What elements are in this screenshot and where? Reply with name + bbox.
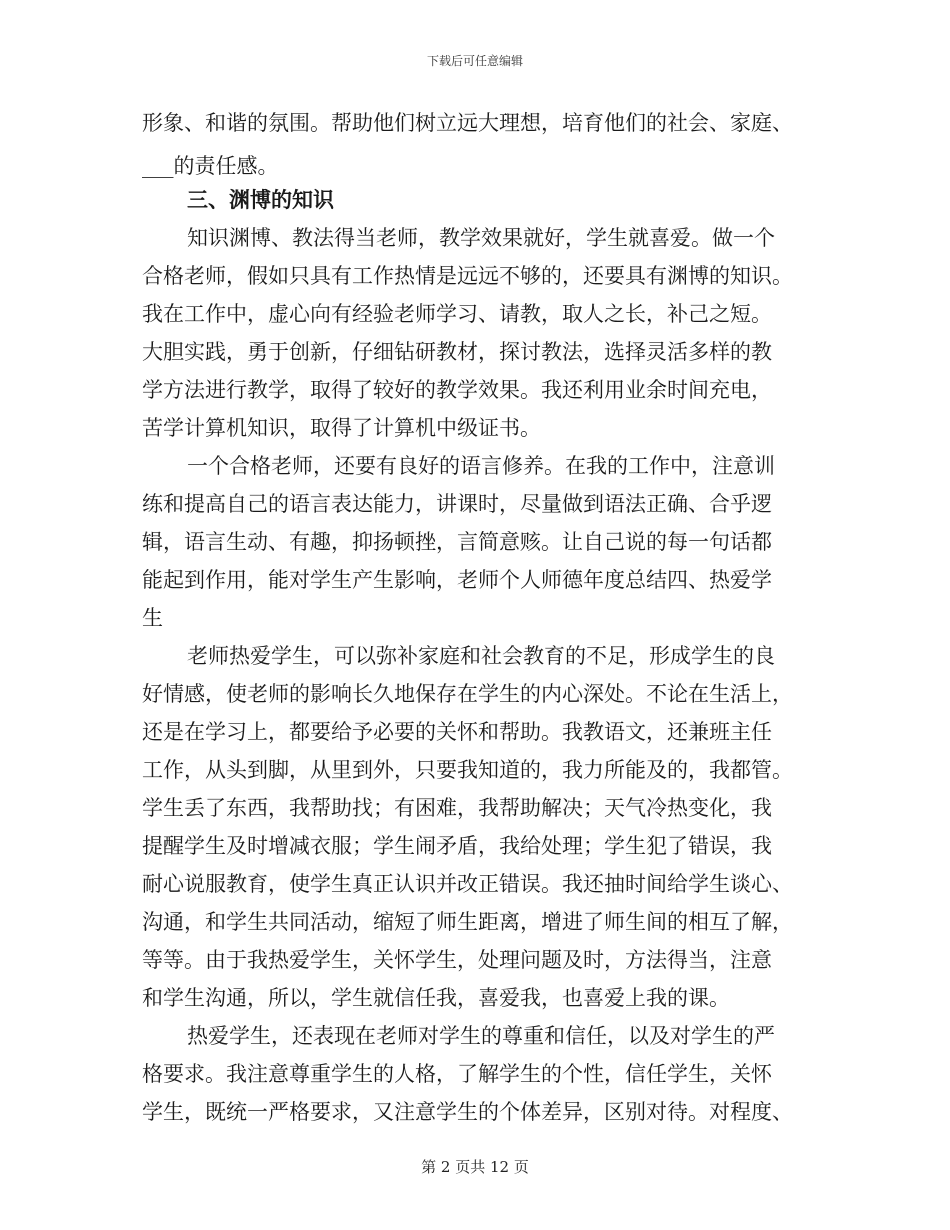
body-line: 学生，既统一严格要求，又注意学生的个体差异，区别对待。对程度、 (142, 1100, 793, 1124)
body-line: 格要求。我注意尊重学生的人格，了解学生的个性，信任学生，关怀 (142, 1062, 772, 1086)
body-line: ___的责任感。 (142, 154, 279, 178)
body-line: 辑，语言生动、有趣，抑扬顿挫，言简意赅。让自己说的每一句话都 (142, 530, 772, 554)
body-line: 练和提高自己的语言表达能力，讲课时，尽量做到语法正确、合乎逻 (142, 492, 772, 516)
body-line: 合格老师，假如只具有工作热情是远远不够的，还要具有渊博的知识。 (142, 264, 793, 288)
body-line: 工作，从头到脚，从里到外，只要我知道的，我力所能及的，我都管。 (142, 758, 793, 782)
body-line: 学生丢了东西，我帮助找；有困难，我帮助解决；天气冷热变化，我 (142, 796, 772, 820)
body-line: 知识渊博、教法得当老师，教学效果就好，学生就喜爱。做一个 (187, 226, 775, 250)
body-line: 学方法进行教学，取得了较好的教学效果。我还利用业余时间充电， (142, 378, 772, 402)
body-line: 好情感，使老师的影响长久地保存在学生的内心深处。不论在生活上， (142, 682, 793, 706)
body-line: 提醒学生及时增减衣服；学生闹矛盾，我给处理；学生犯了错误，我 (142, 834, 772, 858)
body-line: 苦学计算机知识，取得了计算机中级证书。 (142, 416, 541, 440)
body-line: 还是在学习上，都要给予必要的关怀和帮助。我教语文，还兼班主任 (142, 720, 772, 744)
body-line: 热爱学生，还表现在老师对学生的尊重和信任，以及对学生的严 (187, 1024, 775, 1048)
body-line: 大胆实践，勇于创新，仔细钻研教材，探讨教法，选择灵活多样的教 (142, 340, 772, 364)
body-line: 生 (142, 606, 163, 630)
page-header: 下载后可任意编辑 (426, 54, 523, 68)
body-line: 耐心说服教育，使学生真正认识并改正错误。我还抽时间给学生谈心、 (142, 872, 793, 896)
body-line: 能起到作用，能对学生产生影响，老师个人师德年度总结四、热爱学 (142, 568, 772, 592)
section-heading: 三、渊博的知识 (187, 187, 334, 212)
body-line: 和学生沟通，所以，学生就信任我，喜爱我，也喜爱上我的课。 (142, 986, 730, 1010)
body-line: 一个合格老师，还要有良好的语言修养。在我的工作中，注意训 (187, 454, 775, 478)
body-line: 形象、和谐的氛围。帮助他们树立远大理想，培育他们的社会、家庭、 (142, 111, 793, 135)
page-footer: 第 2 页共 12 页 (421, 1158, 529, 1176)
body-line: 老师热爱学生，可以弥补家庭和社会教育的不足，形成学生的良 (187, 644, 775, 668)
body-line: 沟通，和学生共同活动，缩短了师生距离，增进了师生间的相互了解， (142, 910, 793, 934)
body-line: 我在工作中，虚心向有经验老师学习、请教，取人之长，补己之短。 (142, 302, 772, 326)
body-line: 等等。由于我热爱学生，关怀学生，处理问题及时，方法得当，注意 (142, 948, 772, 972)
